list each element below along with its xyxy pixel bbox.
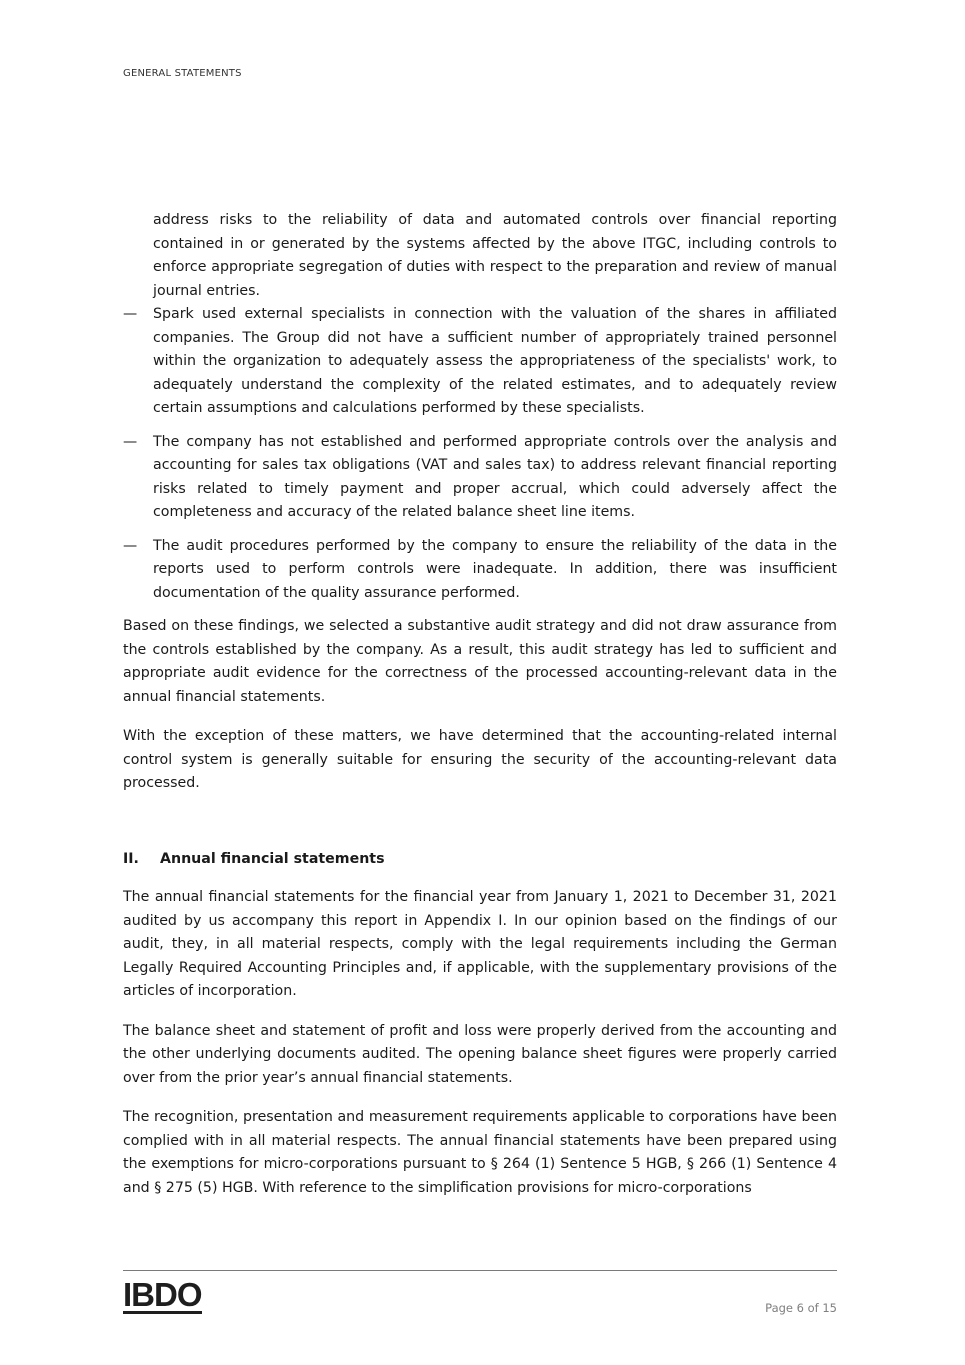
bdo-logo: IBDO	[123, 1276, 202, 1313]
body-paragraph: The recognition, presentation and measurement requirements applicable to corporations have been complied with in all material respects. The annual financial statements have been prepared using the exemptions for micro-corporations pursuant to § 264 (1) Sentence 5 HGB, § 266 (1) Sentence 4 and § 275 (5) HGB. With reference to the simplification provisions for micro-corporations	[123, 1109, 837, 1196]
continuation-paragraph: address risks to the reliability of data and automated controls over financial reporting contained in or generated by the systems affected by the above ITGC, including controls to enforce appropriate segregation of duties with respect to the preparation and review of manual journal entries.	[153, 212, 837, 299]
section-heading	[123, 848, 837, 872]
body-paragraph: With the exception of these matters, we have determined that the accounting-related internal control system is generally suitable for ensuring the security of the accounting-relevant data processed.	[123, 728, 837, 791]
list-item-text: Spark used external specialists in connection with the valuation of the shares in affiliated companies. The Group did not have a sufficient number of appropriately trained personnel within the organization to adequately assess the appropriateness of the specialists' work, to adequately understand the complexity of the related estimates, and to adequately review certain assumptions and calculations performed by these specialists.	[153, 306, 837, 416]
list-item	[123, 303, 837, 421]
body-paragraph: The balance sheet and statement of profit and loss were properly derived from the accounting and the other underlying documents audited. The opening balance sheet figures were properly carried over from the prior year’s annual financial statements.	[123, 1022, 837, 1086]
section-title: Annual financial statements	[160, 850, 385, 867]
dash-bullet: —	[123, 306, 138, 322]
dash-bullet: —	[123, 537, 138, 554]
dash-bullet: —	[123, 433, 138, 450]
findings-list	[123, 303, 837, 605]
list-item	[123, 431, 837, 525]
body-paragraph: The annual financial statements for the financial year from January 1, 2021 to December 31, 2021 audited by us accompany this report in Appendix I. In our opinion based on the findings of our audit, they, in all material respects, comply with the legal requirements including the German Legally Required Accounting Principles and, if applicable, with the supplementary provisions of the articles of incorporation.	[123, 889, 837, 999]
page-body	[123, 209, 837, 1216]
footer-divider	[123, 1270, 837, 1271]
page-number: Page 6 of 15	[765, 1301, 837, 1315]
body-paragraph: Based on these findings, we selected a substantive audit strategy and did not draw assurance from the controls established by the company. As a result, this audit strategy has led to sufficient and appropriate audit evidence for the correctness of the processed accounting-relevant data in the annual financial statements.	[123, 618, 837, 705]
section-number: II.	[123, 850, 139, 867]
list-item-text: The audit procedures performed by the company to ensure the reliability of the data in the reports used to perform controls were inadequate. In addition, there was insufficient documentation of the quality assurance performed.	[153, 537, 837, 601]
list-item-text: The company has not established and performed appropriate controls over the analysis and accounting for sales tax obligations (VAT and sales tax) to address relevant financial reporting risks related to timely payment and proper accrual, which could adversely affect the completeness and accuracy of the related balance sheet line items.	[153, 433, 837, 520]
running-header: GENERAL STATEMENTS	[123, 68, 242, 79]
list-item	[123, 535, 837, 606]
